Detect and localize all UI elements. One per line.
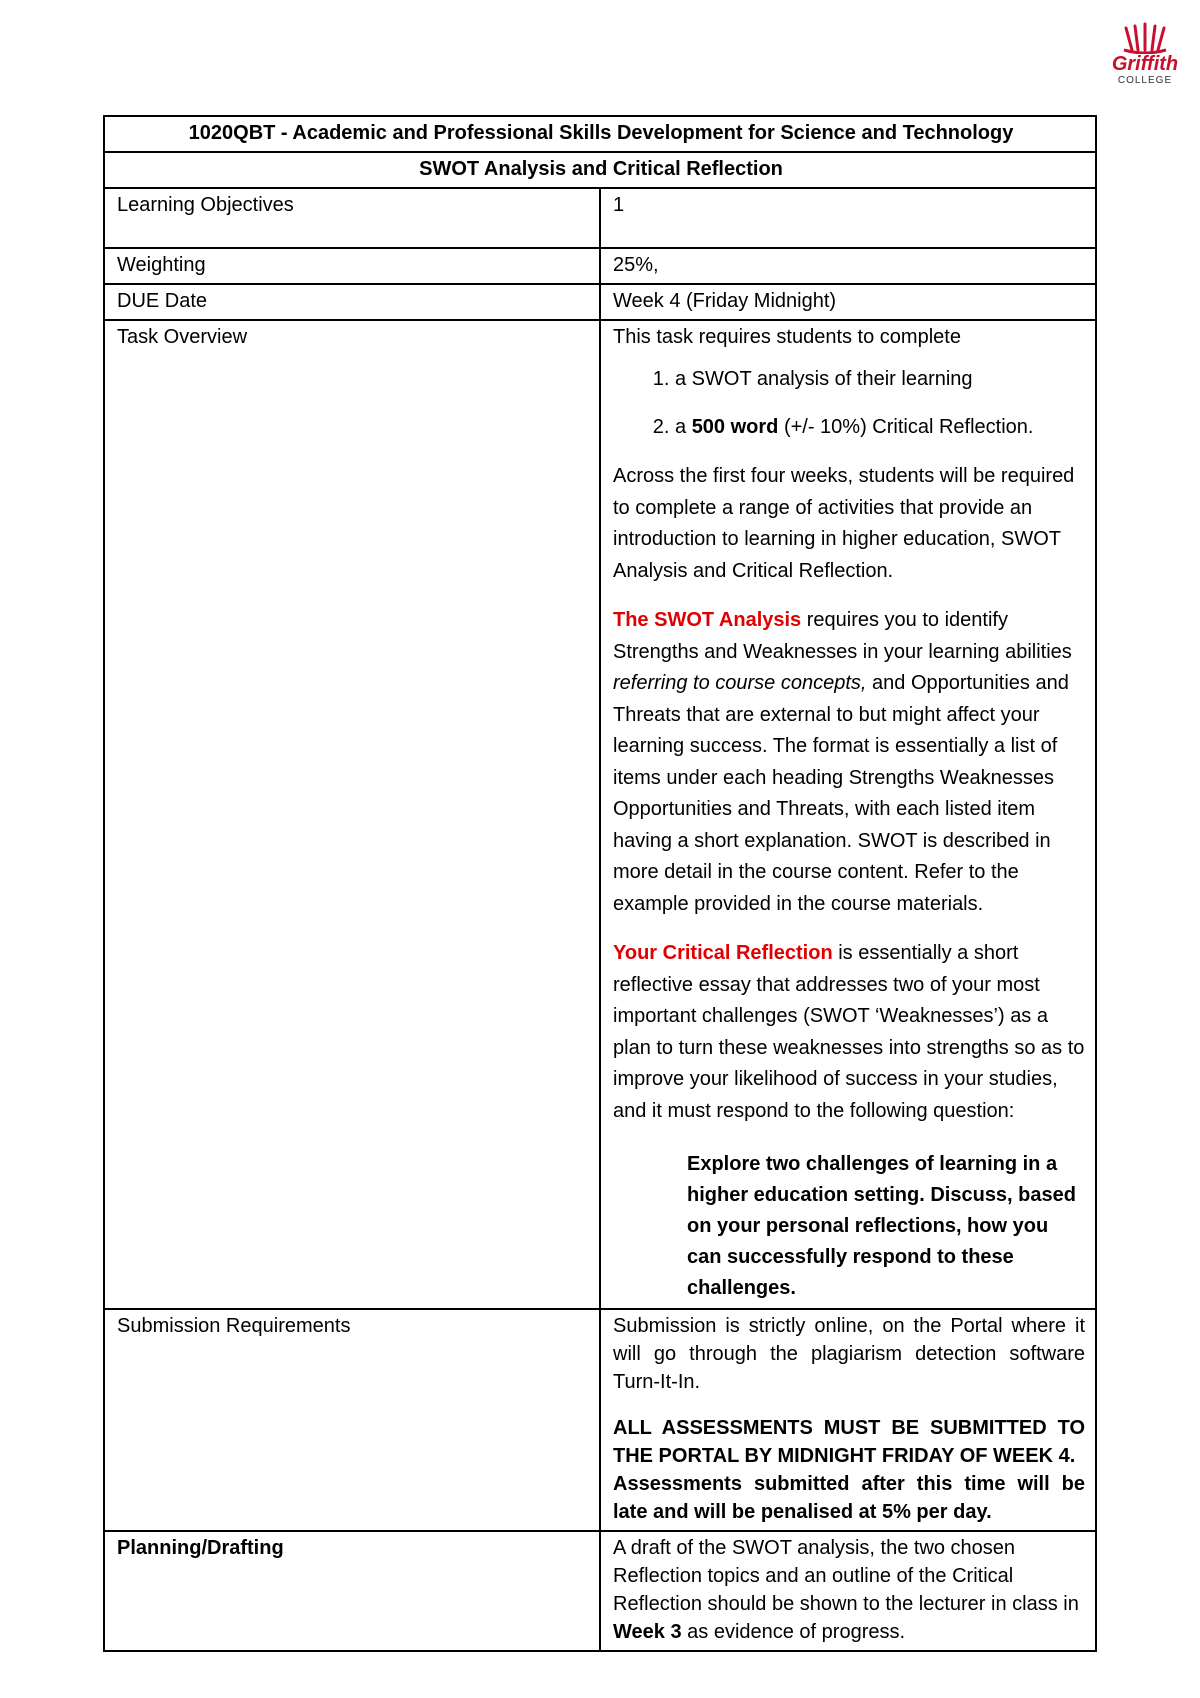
learning-objectives-label: Learning Objectives [104,188,600,248]
reflection-heading: Your Critical Reflection [613,942,833,964]
task-paragraph-weeks: Across the first four weeks, students will be required to complete a range of activities that provide an introduction to learning in higher education, SWOT Analysis and Critical Reflection. [613,465,1075,582]
swot-heading: The SWOT Analysis [613,609,802,631]
task-overview-label: Task Overview [104,320,600,1309]
due-date-value: Week 4 (Friday Midnight) [600,284,1096,320]
subtitle-row [104,152,1096,188]
due-date-label: DUE Date [104,284,600,320]
task-item-reflection-post: (+/- 10%) Critical Reflection. [778,416,1034,438]
griffith-college-logo [1104,22,1186,88]
submission-deadline: ALL ASSESSMENTS MUST BE SUBMITTED TO THE PORTAL BY MIDNIGHT FRIDAY OF WEEK 4. [613,1417,1085,1467]
submission-text: Submission is strictly online, on the Portal where it will go through the plagiarism detection software Turn-It-In. [613,1315,1085,1393]
swot-paragraph [613,605,1085,920]
task-item-reflection-pre: a [675,416,692,438]
submission-label: Submission Requirements [104,1309,600,1531]
weighting-label: Weighting [104,248,600,284]
swot-italic: referring to course concepts, [613,672,867,694]
logo-subtitle: COLLEGE [1117,75,1173,86]
task-item-reflection [675,413,1085,441]
planning-week: Week 3 [613,1621,682,1643]
planning-row [104,1531,1096,1651]
swot-text-1: requires you to identify Strengths and Weaknesses in your learning abilities [613,609,1072,663]
task-list [613,365,1085,441]
weighting-row [104,248,1096,284]
learning-objectives-value: 1 [600,188,1096,248]
planning-text-pre: A draft of the SWOT analysis, the two chosen Reflection topics and an outline of the Critical Reflection should be shown to the lecturer in class in [613,1537,1079,1615]
due-date-row [104,284,1096,320]
reflection-question: Explore two challenges of learning in a higher education setting. Discuss, based on your personal reflections, how you can successfully respond to these challenges. [687,1153,1076,1299]
planning-text-post: as evidence of progress. [681,1621,906,1643]
course-title: 1020QBT - Academic and Professional Skills Development for Science and Technology [104,116,1096,152]
planning-label: Planning/Drafting [104,1531,600,1651]
planning-content [600,1531,1096,1651]
word-count: 500 word [691,416,779,438]
title-row [104,116,1096,152]
task-overview-row [104,320,1096,1309]
assessment-title: SWOT Analysis and Critical Reflection [104,152,1096,188]
weighting-value: 25%, [600,248,1096,284]
swot-text-2: and Opportunities and Threats that are external to but might affect your learning success. The format is essentially a list of items under each heading Strengths Weaknesses Opportunities and Threats, with each listed item having a short explanation. SWOT is described in more detail in the course content. Refer to the example provided in the course materials. [613,672,1069,915]
reflection-paragraph [613,938,1085,1127]
learning-objectives-row [104,188,1096,248]
assessment-table [103,115,1097,1652]
task-item-swot: 1. a SWOT analysis of their learning [675,365,1085,393]
submission-content [600,1309,1096,1531]
submission-row [104,1309,1096,1531]
task-overview-content [600,320,1096,1309]
logo-emblem-icon [1104,22,1186,54]
logo-wordmark: Griffith [1111,53,1179,75]
task-intro: This task requires students to complete [613,326,961,348]
late-penalty: Assessments submitted after this time will be late and will be penalised at 5% per day. [613,1473,1085,1523]
reflection-text: is essentially a short reflective essay that addresses two of your most important challenges (SWOT ‘Weaknesses’) as a plan to turn these weaknesses into strengths so as to improve your likelihood of success in your studies, and it must respond to the following question: [613,942,1085,1122]
